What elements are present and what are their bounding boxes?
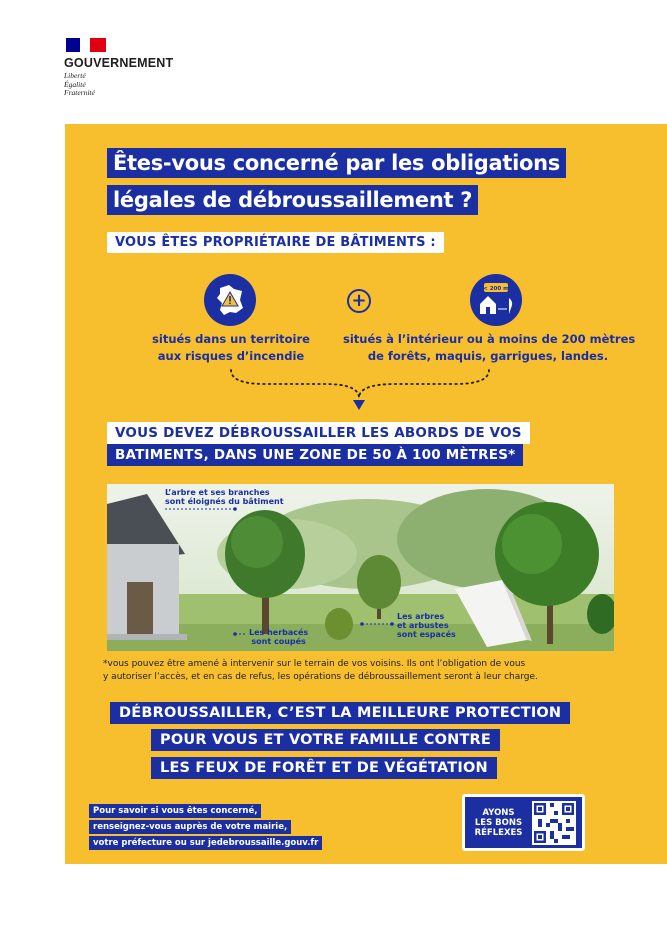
label-grass-line-1: Les herbacés	[249, 628, 309, 637]
poster	[65, 124, 667, 864]
label-shrubs-line-3: sont espacés	[397, 630, 456, 639]
plus-icon: +	[347, 289, 371, 313]
condition-right-text	[343, 331, 636, 365]
condition-left-line-2: aux risques d’incendie	[157, 349, 305, 363]
label-shrubs-line-1: Les arbres	[397, 612, 445, 621]
label-grass-line-2: sont coupés	[251, 637, 306, 646]
info-line-1: Pour savoir si vous êtes concerné,	[89, 804, 261, 818]
condition-right-line-2: de forêts, maquis, garrigues, landes.	[367, 349, 609, 363]
condition-right-line-1: situés à l’intérieur ou à moins de 200 mètres	[343, 332, 636, 346]
obligation-line-1: VOUS DEVEZ DÉBROUSSAILLER LES ABORDS DE VOS	[107, 422, 530, 444]
qr-code-icon[interactable]	[532, 801, 576, 845]
condition-left-text	[142, 331, 320, 365]
footnote-line-1: *vous pouvez être amené à intervenir sur le terrain de vos voisins. Ils ont l’obligation de vous	[103, 659, 526, 669]
obligation-line-2: BATIMENTS, DANS UNE ZONE DE 50 À 100 MÈTRES*	[107, 444, 523, 466]
house-distance-icon	[470, 274, 522, 326]
badge-line-3: RÉFLEXES	[474, 827, 523, 838]
government-name: GOUVERNEMENT	[64, 56, 174, 70]
badge-line-1: AYONS	[482, 807, 515, 818]
footnote	[103, 658, 633, 684]
motto-egalite: Égalité	[64, 79, 86, 89]
slogan-line-3: LES FEUX DE FORÊT ET DE VÉGÉTATION	[151, 757, 497, 779]
info-block	[89, 804, 322, 852]
french-flag-icon	[66, 38, 106, 52]
label-shrubs-line-2: et arbustes	[397, 621, 449, 630]
title-line-2: légales de débroussaillement ?	[107, 185, 478, 215]
label-grass-cut	[249, 628, 308, 646]
vegetation-illustration	[107, 484, 614, 651]
title-line-1: Êtes-vous concerné par les obligations	[107, 148, 566, 178]
badge-text	[471, 808, 526, 838]
label-trees-line-1: L’arbre et ses branches	[165, 488, 270, 497]
bons-reflexes-badge[interactable]	[462, 794, 585, 851]
badge-line-2: LES BONS	[474, 817, 523, 828]
motto	[64, 72, 173, 98]
france-warning-icon	[204, 274, 256, 326]
owner-banner: VOUS ÊTES PROPRIÉTAIRE DE BÂTIMENTS :	[107, 232, 444, 253]
label-trees-line-2: sont éloignés du bâtiment	[165, 497, 284, 506]
label-shrubs-spaced	[397, 612, 456, 639]
motto-liberte: Liberté	[64, 71, 86, 80]
dotted-arrow-connector	[225, 368, 495, 414]
government-logo	[64, 38, 173, 98]
info-line-2: renseignez-vous auprès de votre mairie,	[89, 820, 291, 834]
label-trees-distance	[165, 488, 284, 506]
slogan-line-2: POUR VOUS ET VOTRE FAMILLE CONTRE	[151, 729, 500, 751]
slogan-line-1: DÉBROUSSAILLER, C’EST LA MEILLEURE PROTECTION	[110, 702, 570, 724]
condition-left-line-1: situés dans un territoire	[152, 332, 310, 346]
info-line-3: votre préfecture ou sur jedebroussaille.gouv.fr	[89, 836, 322, 850]
motto-fraternite: Fraternité	[64, 88, 95, 97]
footnote-line-2: y autoriser l’accès, et en cas de refus, les opérations de débroussaillement seront à leur charge.	[103, 672, 538, 682]
distance-label: < 200 m	[483, 286, 509, 292]
